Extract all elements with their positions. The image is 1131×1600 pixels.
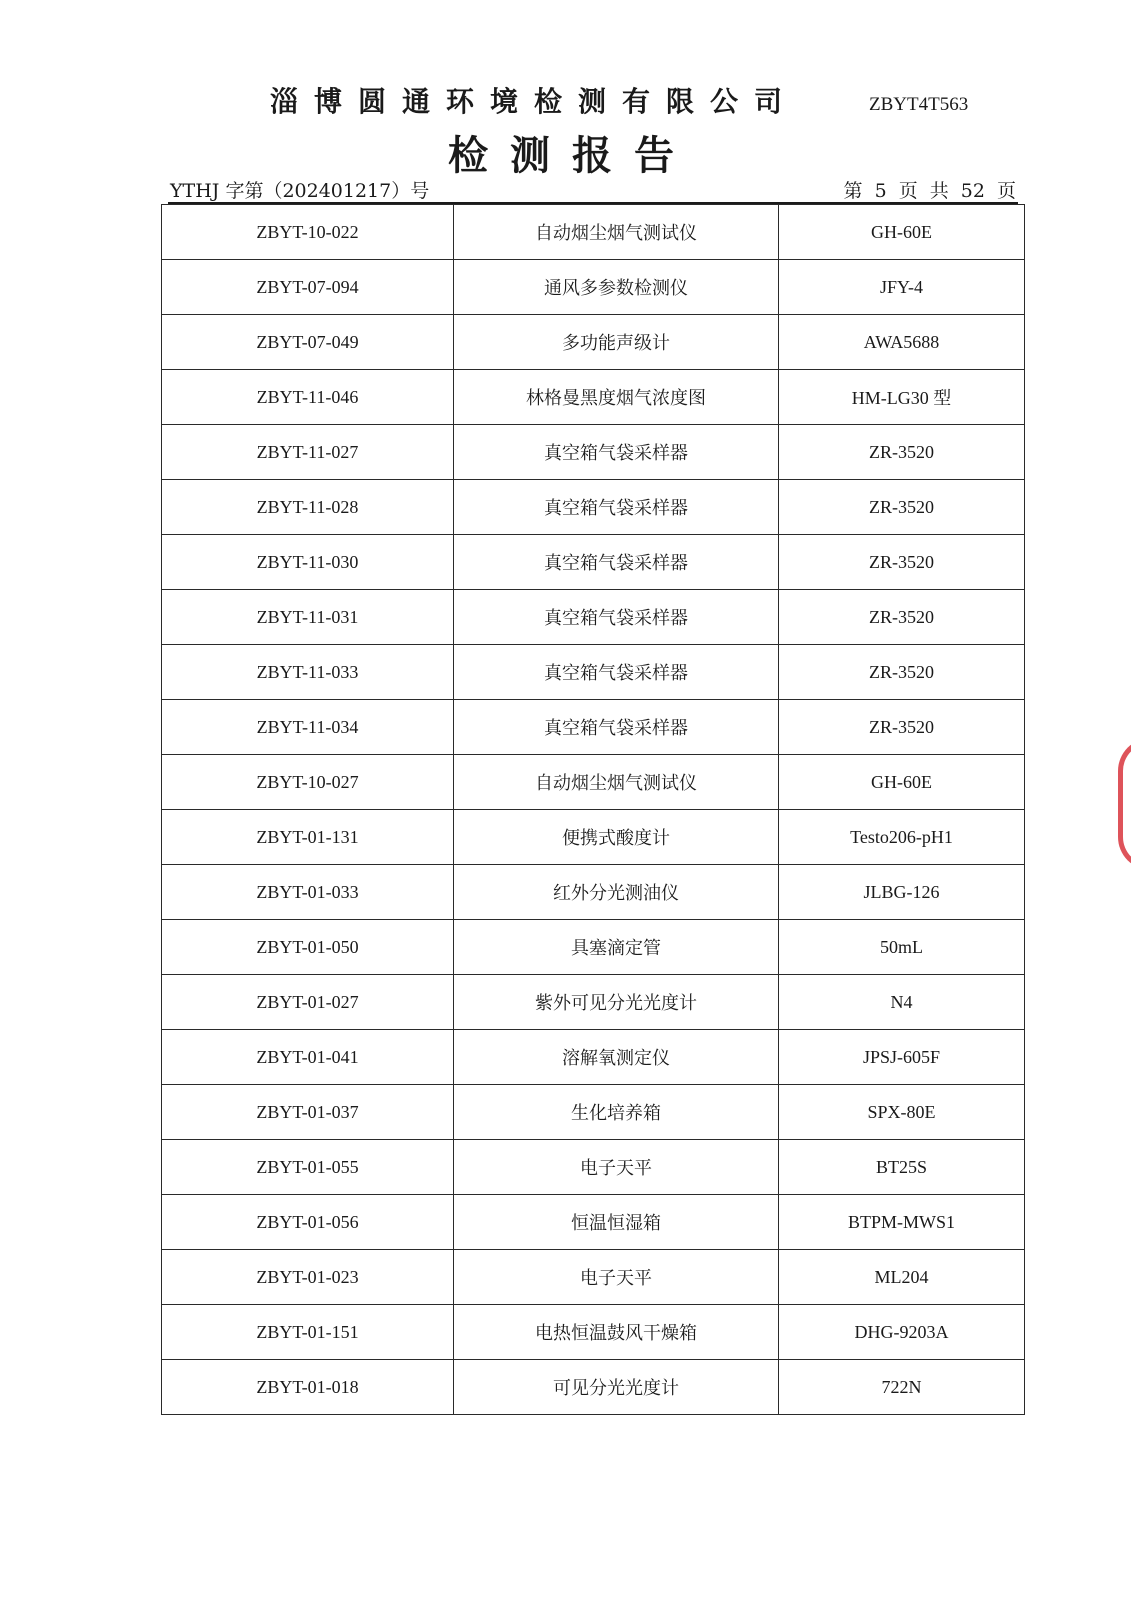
table-row	[162, 975, 1025, 1030]
equipment-id-cell: ZBYT-01-037	[162, 1085, 454, 1140]
table-row	[162, 1085, 1025, 1140]
equipment-id-cell: ZBYT-01-027	[162, 975, 454, 1030]
table-row	[162, 205, 1025, 260]
table-row	[162, 1250, 1025, 1305]
table-row	[162, 1360, 1025, 1415]
report-title: 检测报告	[448, 132, 696, 179]
equipment-id-cell: ZBYT-01-033	[162, 865, 454, 920]
equipment-name-cell: 真空箱气袋采样器	[454, 590, 779, 645]
table-row	[162, 425, 1025, 480]
equipment-name-cell: 自动烟尘烟气测试仪	[454, 755, 779, 810]
equipment-model-cell: ZR-3520	[779, 645, 1025, 700]
equipment-model-cell: JFY-4	[779, 260, 1025, 315]
equipment-model-cell: ZR-3520	[779, 425, 1025, 480]
table-row	[162, 810, 1025, 865]
equipment-model-cell: JPSJ-605F	[779, 1030, 1025, 1085]
equipment-name-cell: 紫外可见分光光度计	[454, 975, 779, 1030]
equipment-id-cell: ZBYT-01-151	[162, 1305, 454, 1360]
equipment-model-cell: 50mL	[779, 920, 1025, 975]
equipment-model-cell: ZR-3520	[779, 700, 1025, 755]
equipment-id-cell: ZBYT-01-041	[162, 1030, 454, 1085]
equipment-model-cell: Testo206-pH1	[779, 810, 1025, 865]
table-row	[162, 755, 1025, 810]
table-row	[162, 260, 1025, 315]
table-row	[162, 865, 1025, 920]
equipment-id-cell: ZBYT-11-030	[162, 535, 454, 590]
equipment-name-cell: 电子天平	[454, 1140, 779, 1195]
red-seal-stamp	[1118, 738, 1131, 870]
equipment-id-cell: ZBYT-01-023	[162, 1250, 454, 1305]
equipment-id-cell: ZBYT-10-022	[162, 205, 454, 260]
equipment-name-cell: 真空箱气袋采样器	[454, 645, 779, 700]
equipment-name-cell: 可见分光光度计	[454, 1360, 779, 1415]
equipment-id-cell: ZBYT-11-027	[162, 425, 454, 480]
equipment-id-cell: ZBYT-11-034	[162, 700, 454, 755]
equipment-name-cell: 通风多参数检测仪	[454, 260, 779, 315]
equipment-name-cell: 电热恒温鼓风干燥箱	[454, 1305, 779, 1360]
equipment-table	[161, 204, 1025, 1415]
table-row	[162, 370, 1025, 425]
equipment-name-cell: 自动烟尘烟气测试仪	[454, 205, 779, 260]
table-row	[162, 480, 1025, 535]
equipment-id-cell: ZBYT-01-131	[162, 810, 454, 865]
equipment-model-cell: JLBG-126	[779, 865, 1025, 920]
equipment-model-cell: HM-LG30 型	[779, 370, 1025, 425]
table-row	[162, 1140, 1025, 1195]
equipment-name-cell: 便携式酸度计	[454, 810, 779, 865]
document-code: ZBYT4T563	[869, 94, 969, 115]
equipment-id-cell: ZBYT-11-033	[162, 645, 454, 700]
table-row	[162, 920, 1025, 975]
equipment-name-cell: 真空箱气袋采样器	[454, 425, 779, 480]
equipment-model-cell: N4	[779, 975, 1025, 1030]
table-row	[162, 315, 1025, 370]
equipment-table-body	[162, 205, 1025, 1415]
equipment-id-cell: ZBYT-01-050	[162, 920, 454, 975]
equipment-model-cell: AWA5688	[779, 315, 1025, 370]
equipment-name-cell: 真空箱气袋采样器	[454, 535, 779, 590]
equipment-model-cell: SPX-80E	[779, 1085, 1025, 1140]
table-row	[162, 535, 1025, 590]
equipment-model-cell: DHG-9203A	[779, 1305, 1025, 1360]
equipment-name-cell: 真空箱气袋采样器	[454, 700, 779, 755]
equipment-model-cell: BT25S	[779, 1140, 1025, 1195]
equipment-name-cell: 林格曼黑度烟气浓度图	[454, 370, 779, 425]
equipment-name-cell: 具塞滴定管	[454, 920, 779, 975]
equipment-name-cell: 电子天平	[454, 1250, 779, 1305]
equipment-name-cell: 溶解氧测定仪	[454, 1030, 779, 1085]
equipment-model-cell: GH-60E	[779, 755, 1025, 810]
table-row	[162, 1195, 1025, 1250]
equipment-id-cell: ZBYT-01-056	[162, 1195, 454, 1250]
equipment-name-cell: 恒温恒湿箱	[454, 1195, 779, 1250]
equipment-model-cell: 722N	[779, 1360, 1025, 1415]
equipment-model-cell: GH-60E	[779, 205, 1025, 260]
company-name: 淄博圆通环境检测有限公司	[270, 85, 799, 118]
equipment-id-cell: ZBYT-01-018	[162, 1360, 454, 1415]
equipment-model-cell: ZR-3520	[779, 535, 1025, 590]
table-row	[162, 700, 1025, 755]
equipment-id-cell: ZBYT-07-049	[162, 315, 454, 370]
table-row	[162, 1030, 1025, 1085]
equipment-model-cell: BTPM-MWS1	[779, 1195, 1025, 1250]
table-row	[162, 1305, 1025, 1360]
page-indicator: 第 5 页 共 52 页	[843, 180, 1016, 202]
table-row	[162, 645, 1025, 700]
report-number: YTHJ 字第（202401217）号	[170, 180, 430, 202]
equipment-model-cell: ZR-3520	[779, 480, 1025, 535]
equipment-id-cell: ZBYT-11-046	[162, 370, 454, 425]
equipment-name-cell: 真空箱气袋采样器	[454, 480, 779, 535]
equipment-name-cell: 多功能声级计	[454, 315, 779, 370]
equipment-id-cell: ZBYT-07-094	[162, 260, 454, 315]
equipment-id-cell: ZBYT-01-055	[162, 1140, 454, 1195]
equipment-name-cell: 生化培养箱	[454, 1085, 779, 1140]
table-row	[162, 590, 1025, 645]
equipment-name-cell: 红外分光测油仪	[454, 865, 779, 920]
equipment-model-cell: ZR-3520	[779, 590, 1025, 645]
equipment-id-cell: ZBYT-10-027	[162, 755, 454, 810]
equipment-id-cell: ZBYT-11-031	[162, 590, 454, 645]
equipment-model-cell: ML204	[779, 1250, 1025, 1305]
equipment-id-cell: ZBYT-11-028	[162, 480, 454, 535]
